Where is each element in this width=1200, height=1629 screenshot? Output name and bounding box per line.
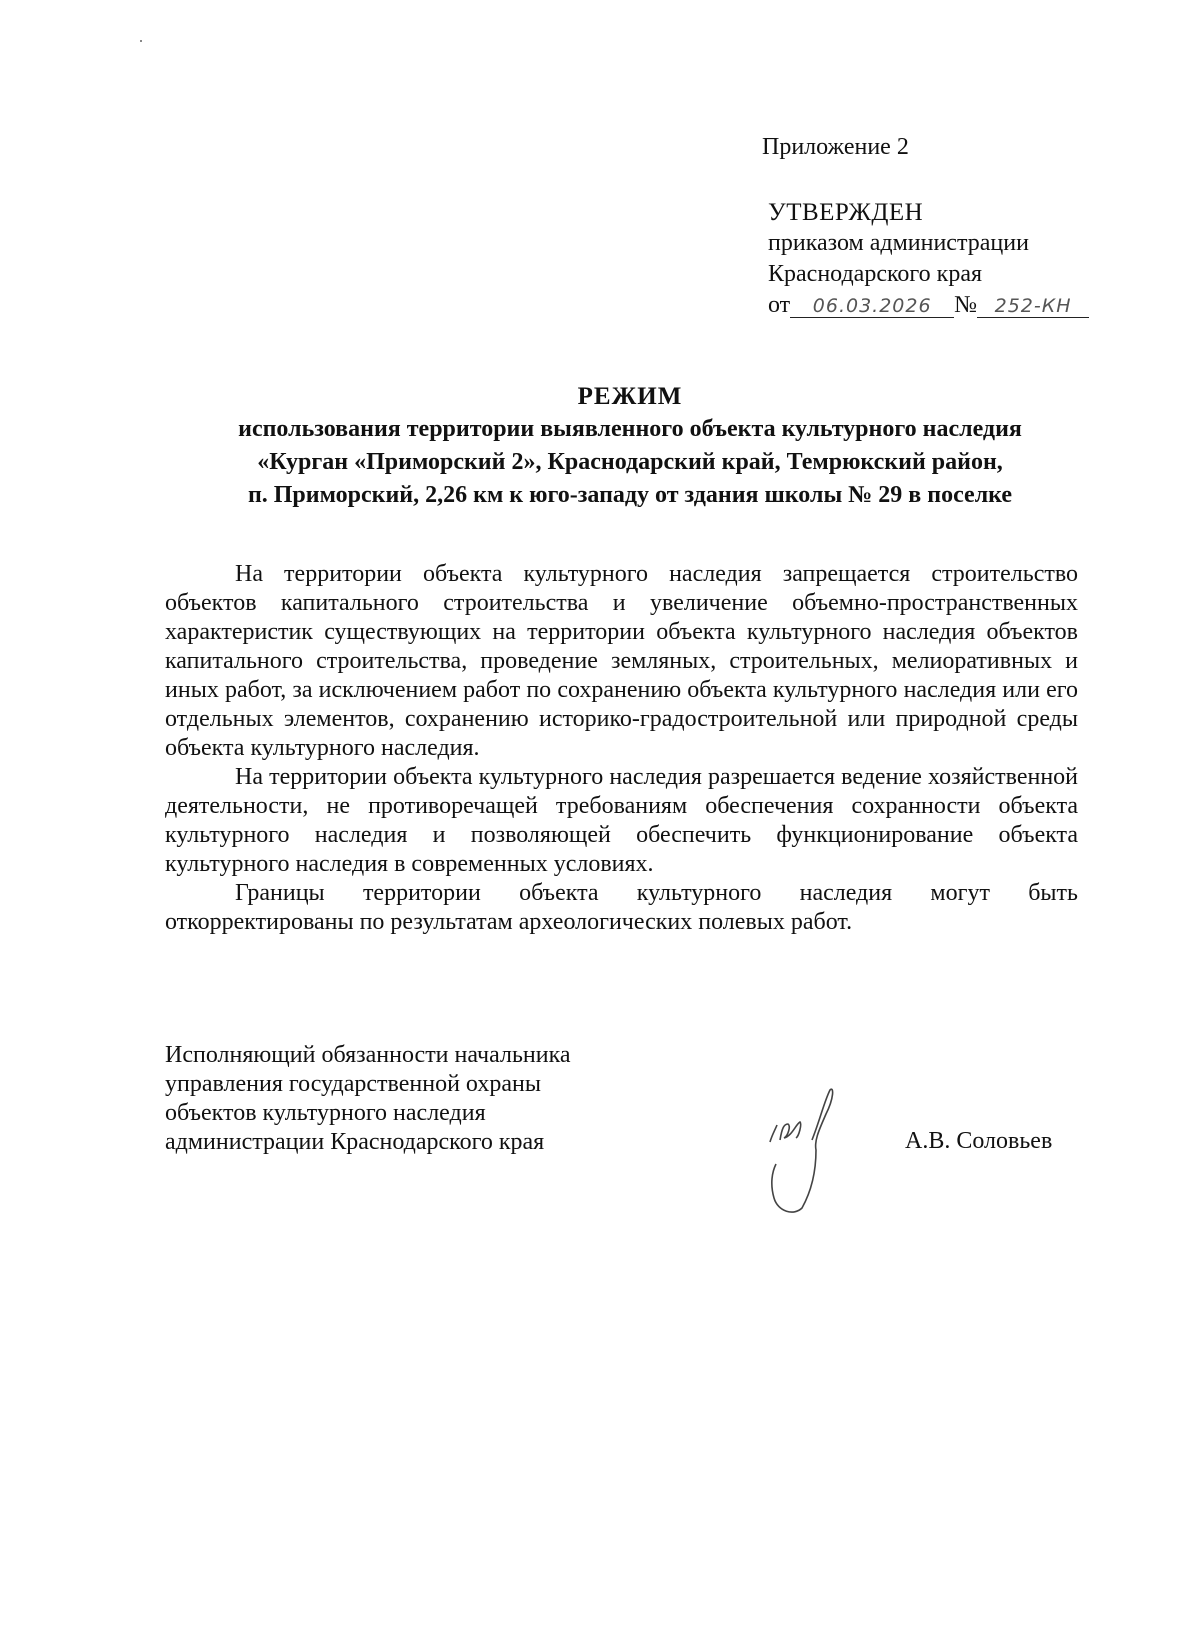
number-sign: № <box>954 292 978 318</box>
appendix-label: Приложение 2 <box>762 134 909 160</box>
document-title <box>150 380 1110 512</box>
title-line-1: использования территории выявленного объекта культурного наследия <box>238 416 1022 442</box>
body-paragraph-1: На территории объекта культурного наследия запрещается строительство объектов капитального строительства и увеличение объемно-пространственных характеристик существующих на территории объекта культурного наследия объектов капитального строительства, проведение земляных, строительных, мелиоративных и иных работ, за исключением работ по сохранению объекта культурного наследия или его отдельных элементов, сохранению историко-градостроительной или природной среды объекта культурного наследия. <box>165 561 1078 761</box>
signatory-position <box>165 1041 571 1157</box>
approved-by-line-2: Краснодарского края <box>768 261 983 287</box>
order-date-number-line <box>768 290 1089 321</box>
handwritten-date: 06.03.2026 <box>790 295 954 318</box>
date-prefix: от <box>768 292 791 318</box>
approved-stamp: УТВЕРЖДЕН <box>768 199 924 226</box>
title-line-3: п. Приморский, 2,26 км к юго-западу от здания школы № 29 в поселке <box>247 482 1013 508</box>
scan-speck <box>140 40 142 42</box>
position-line-3: объектов культурного наследия <box>165 1100 486 1126</box>
approved-by-line-1: приказом администрации <box>768 230 1029 256</box>
approval-block <box>768 197 1089 321</box>
position-line-1: Исполняющий обязанности начальника <box>165 1042 571 1068</box>
handwritten-order-number: 252-КН <box>977 295 1089 318</box>
title-line-2: «Курган «Приморский 2», Краснодарский край, Темрюкский район, <box>257 449 1003 475</box>
document-body <box>165 560 1078 937</box>
handwritten-signature-icon <box>750 1080 850 1220</box>
body-paragraph-2: На территории объекта культурного наследия разрешается ведение хозяйственной деятельности, не противоречащей требованиям обеспечения сохранности объекта культурного наследия и позволяющей обеспечить функционирование объекта культурного наследия в современных условиях. <box>165 764 1078 877</box>
title-main: РЕЖИМ <box>577 383 683 410</box>
position-line-2: управления государственной охраны <box>165 1071 541 1097</box>
signatory-name: А.В. Соловьев <box>905 1128 1053 1154</box>
position-line-4: администрации Краснодарского края <box>165 1129 545 1155</box>
body-paragraph-3: Границы территории объекта культурного наследия могут быть откорректированы по результатам археологических полевых работ. <box>165 880 1078 935</box>
